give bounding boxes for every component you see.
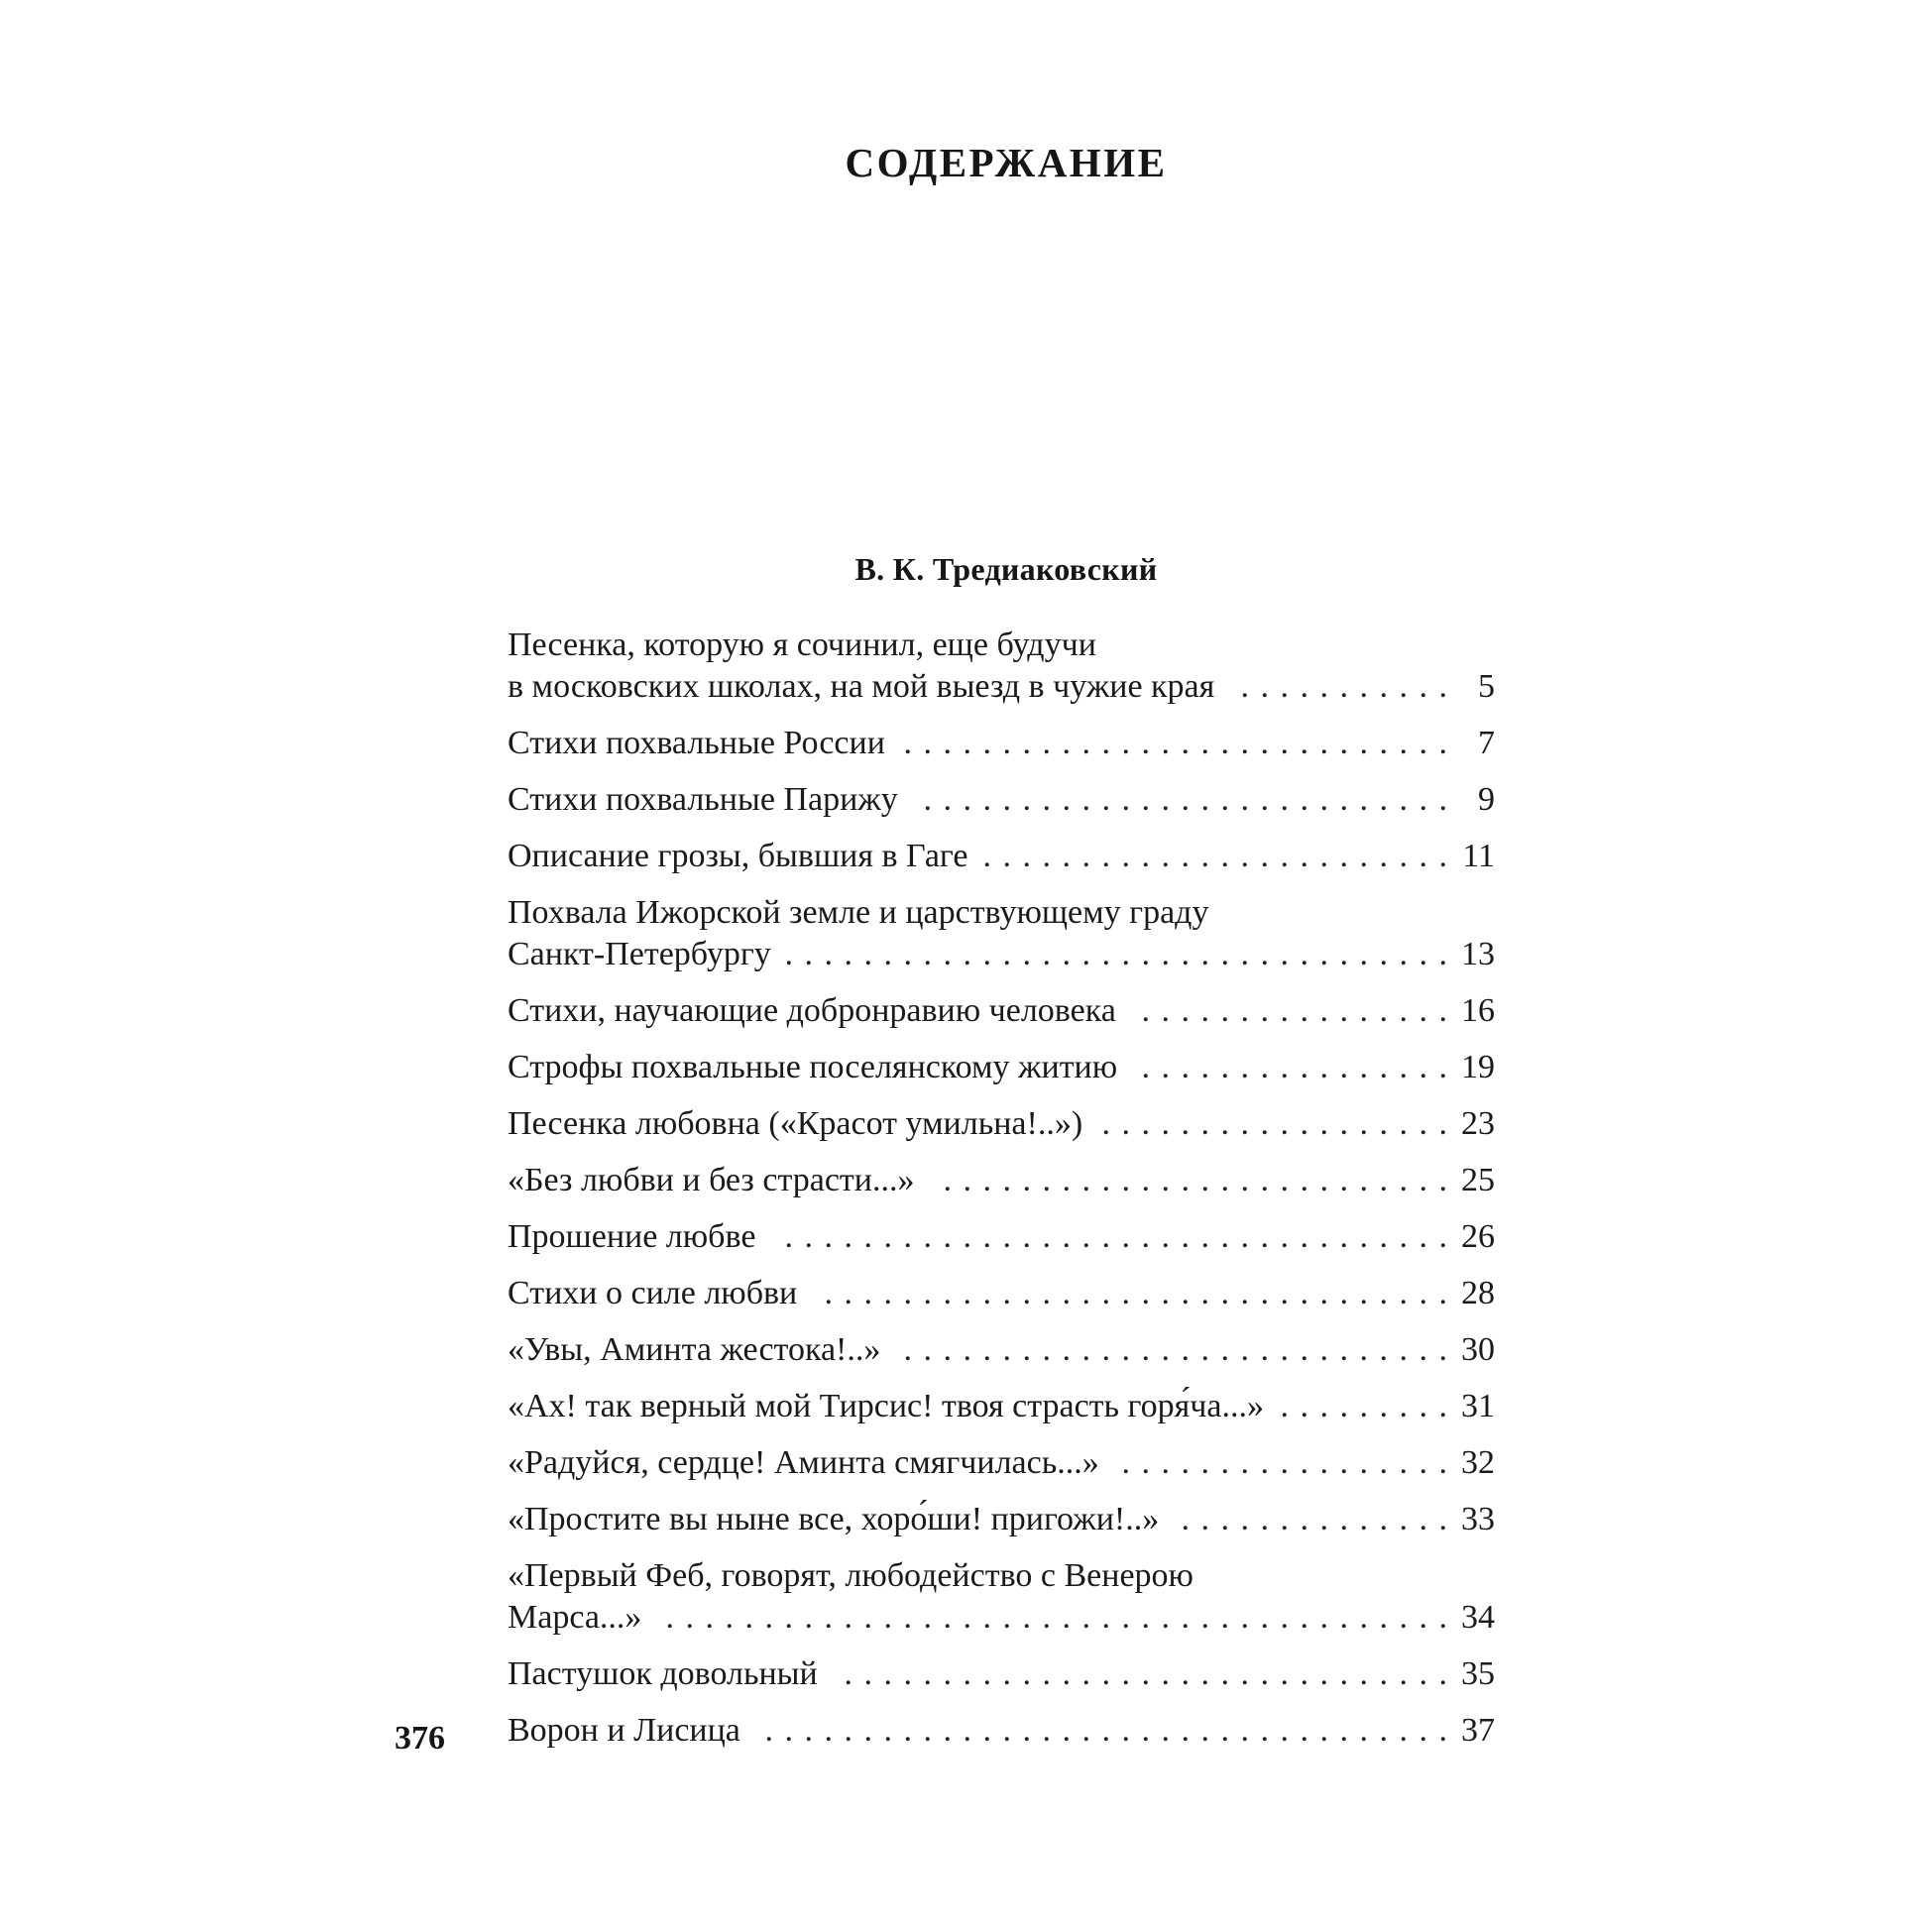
toc-entry-title: Стихи, научающие добронравию человека (508, 992, 1116, 1029)
dot-leader (1133, 1047, 1447, 1088)
dot-leader (1098, 1103, 1447, 1145)
toc-entry-page-number: 5 (1478, 668, 1495, 705)
toc-entry-page-number: 19 (1461, 1049, 1495, 1085)
dot-leader (813, 1273, 1447, 1314)
toc-entry[interactable] (508, 625, 1495, 708)
dot-leader (771, 1216, 1447, 1258)
toc-entry[interactable] (508, 1710, 1495, 1752)
toc-entry[interactable] (508, 1442, 1495, 1484)
dot-leader (914, 779, 1447, 821)
toc-entry-page-number: 9 (1478, 781, 1495, 818)
toc-entry[interactable] (508, 1273, 1495, 1314)
dot-leader (657, 1597, 1447, 1639)
toc-entry-page-number: 37 (1461, 1712, 1495, 1749)
toc-entry-page-number: 7 (1478, 725, 1495, 761)
page-title: СОДЕРЖАНИЕ (845, 140, 1168, 185)
toc-entry-title-line: «Первый Феб, говорят, любодейство с Венерою (508, 1557, 1193, 1594)
toc-entry-page-number: 16 (1461, 992, 1495, 1029)
toc-entry-title: в московских школах, на мой выезд в чужие края (508, 668, 1215, 705)
dot-leader (1230, 666, 1447, 708)
page-folio-number: 376 (395, 1720, 445, 1757)
dot-leader (984, 836, 1448, 877)
toc-entry[interactable] (508, 1103, 1495, 1145)
toc-entry-page-number: 34 (1461, 1599, 1495, 1636)
toc-entry-title: Прошение любве (508, 1218, 756, 1255)
toc-entry[interactable] (508, 836, 1495, 877)
toc-entry-page-number: 28 (1461, 1275, 1495, 1311)
toc-entry[interactable] (508, 1047, 1495, 1088)
toc-entry[interactable] (508, 1329, 1495, 1371)
toc-entry-title: «Радуйся, сердце! Аминта смягчилась...» (508, 1444, 1099, 1481)
toc-entry[interactable] (508, 1555, 1495, 1639)
toc-entry-page-number: 25 (1461, 1162, 1495, 1198)
toc-entry-title: Стихи о силе любви (508, 1275, 798, 1311)
dot-leader (1175, 1499, 1447, 1540)
toc-entry-page-number: 13 (1461, 936, 1495, 972)
toc-entry-title: «Без любви и без страсти...» (508, 1162, 915, 1198)
toc-entry[interactable] (508, 1386, 1495, 1427)
toc-entry-title: Строфы похвальные поселянскому житию (508, 1049, 1118, 1085)
dot-leader (834, 1653, 1447, 1695)
toc-entry[interactable] (508, 779, 1495, 821)
toc-entry-page-number: 11 (1462, 838, 1495, 874)
toc-entry-page-number: 26 (1461, 1218, 1495, 1255)
dot-leader (787, 934, 1447, 975)
toc-entry[interactable] (508, 1499, 1495, 1540)
table-of-contents (508, 625, 1495, 1766)
toc-entry-page-number: 30 (1461, 1331, 1495, 1368)
dot-leader (1280, 1386, 1447, 1427)
toc-entry-title-line: Похвала Ижорской земле и царствующему граду (508, 894, 1209, 931)
dot-leader (896, 1329, 1447, 1371)
toc-entry[interactable] (508, 1653, 1495, 1695)
toc-entry-title: «Простите вы ныне все, хоро́ши! пригожи!..» (508, 1501, 1160, 1537)
dot-leader (756, 1710, 1447, 1752)
toc-entry[interactable] (508, 1160, 1495, 1201)
toc-entry-title: Описание грозы, бывшия в Гаге (508, 838, 968, 874)
toc-entry-title: Стихи похвальные России (508, 725, 885, 761)
dot-leader (1115, 1442, 1447, 1484)
toc-entry-title: «Ах! так верный мой Тирсис! твоя страсть горя́ча...» (508, 1388, 1264, 1424)
dot-leader (1132, 990, 1447, 1032)
toc-entry-page-number: 31 (1461, 1388, 1495, 1424)
toc-entry-page-number: 32 (1461, 1444, 1495, 1481)
toc-entry[interactable] (508, 1216, 1495, 1258)
toc-entry-title: Марса...» (508, 1599, 642, 1636)
toc-entry[interactable] (508, 723, 1495, 764)
toc-entry[interactable] (508, 892, 1495, 975)
dot-leader (930, 1160, 1447, 1201)
toc-entry-title: «Увы, Аминта жестока!..» (508, 1331, 881, 1368)
toc-entry-title: Стихи похвальные Парижу (508, 781, 898, 818)
toc-entry-page-number: 35 (1461, 1655, 1495, 1692)
toc-entry-page-number: 23 (1461, 1105, 1495, 1142)
toc-entry-title: Песенка любовна («Красот умильна!..») (508, 1105, 1083, 1142)
toc-entry-title-line: Песенка, которую я сочинил, еще будучи (508, 626, 1096, 663)
toc-entry[interactable] (508, 990, 1495, 1032)
toc-entry-title: Пастушок довольный (508, 1655, 818, 1692)
section-author-heading: В. К. Тредиаковский (854, 551, 1158, 587)
toc-entry-title: Ворон и Лисица (508, 1712, 740, 1749)
toc-entry-page-number: 33 (1461, 1501, 1495, 1537)
dot-leader (901, 723, 1447, 764)
toc-entry-title: Санкт-Петербургу (508, 936, 771, 972)
